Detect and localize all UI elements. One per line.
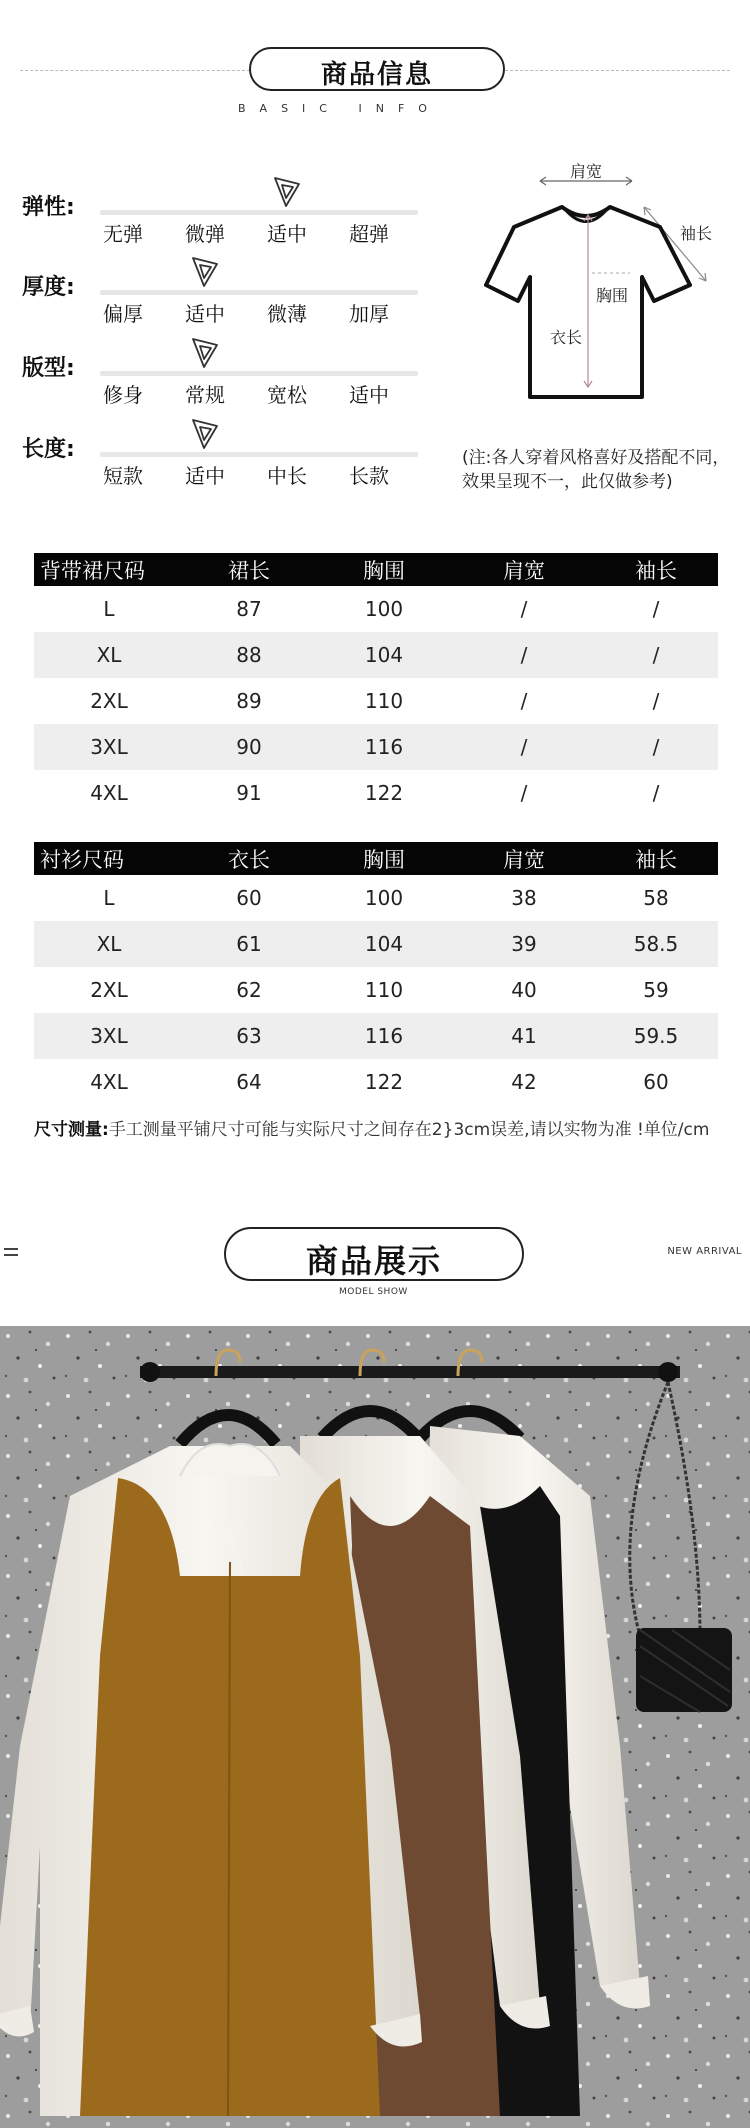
table-cell: 2XL — [90, 978, 128, 1002]
table-cell: / — [652, 781, 660, 805]
diagram-label-length: 衣长 — [550, 328, 583, 347]
attr-option: 适中 — [185, 464, 225, 488]
table-cell: / — [652, 689, 660, 713]
diagram-label-shoulder: 肩宽 — [570, 162, 603, 181]
attr-bar — [100, 290, 418, 295]
table-cell: 63 — [184, 1013, 314, 1059]
table-row — [34, 632, 718, 678]
table-cell: 58 — [643, 886, 669, 910]
table-cell: 110 — [364, 689, 404, 713]
attr-option: 适中 — [267, 222, 307, 246]
table-header-cell: 裙长 — [184, 553, 314, 586]
table-cell: L — [103, 597, 115, 621]
attr-option: 长款 — [349, 464, 389, 488]
pointer-arrow-icon — [191, 418, 219, 450]
table-row — [34, 770, 718, 816]
table-cell: 58.5 — [594, 921, 718, 967]
attr-label: 弹性: — [22, 195, 75, 220]
attr-label: 长度: — [22, 437, 75, 462]
table-header-cell: 胸围 — [314, 842, 454, 875]
shirt-size-table — [34, 842, 718, 1105]
table-cell: 42 — [511, 1070, 537, 1094]
attr-option: 超弹 — [349, 222, 389, 246]
attr-label: 厚度: — [22, 275, 75, 300]
table-header-cell: 肩宽 — [454, 553, 594, 586]
table-cell: 39 — [454, 921, 594, 967]
table-header-cell: 背带裙尺码 — [34, 553, 184, 586]
table-cell: / — [594, 632, 718, 678]
table-cell: 41 — [454, 1013, 594, 1059]
table-cell: 116 — [314, 1013, 454, 1059]
attr-option: 宽松 — [267, 383, 307, 407]
measurement-note-prefix: 尺寸测量: — [34, 1120, 109, 1140]
table-cell: 61 — [184, 921, 314, 967]
table-cell: 3XL — [34, 1013, 184, 1059]
table-cell: 104 — [314, 632, 454, 678]
basic-info-subtitle: BASIC INFO — [238, 102, 441, 115]
new-arrival-label: NEW ARRIVAL — [667, 1246, 742, 1257]
table-header-cell: 袖长 — [594, 842, 718, 875]
attr-option: 微弹 — [185, 222, 225, 246]
table-cell: 90 — [184, 724, 314, 770]
table-cell: 40 — [511, 978, 537, 1002]
table-cell: 3XL — [34, 724, 184, 770]
model-show-title-pill — [224, 1227, 524, 1281]
table-cell: 59 — [643, 978, 669, 1002]
table-cell: / — [520, 781, 528, 805]
table-cell: 2XL — [90, 689, 128, 713]
table-cell: / — [652, 597, 660, 621]
table-cell: 91 — [236, 781, 262, 805]
fit-disclaimer-note: (注:各人穿着风格喜好及搭配不同，效果呈现不一，此仅做参考) — [462, 448, 730, 492]
table-cell: 60 — [643, 1070, 669, 1094]
table-cell: 116 — [314, 724, 454, 770]
table-header-cell: 肩宽 — [454, 842, 594, 875]
attr-row-elasticity — [22, 172, 402, 246]
attr-label: 版型: — [22, 356, 75, 381]
diagram-label-chest: 胸围 — [596, 286, 629, 305]
table-header-cell: 衬衫尺码 — [34, 842, 184, 875]
header-rule-right — [505, 70, 730, 71]
tshirt-outline-icon — [484, 155, 734, 405]
table-cell: 89 — [236, 689, 262, 713]
table-row — [34, 586, 718, 632]
attr-option: 修身 — [103, 383, 143, 407]
table-row — [34, 875, 718, 921]
attr-option: 无弹 — [103, 222, 143, 246]
diagram-label-sleeve: 袖长 — [680, 224, 713, 243]
attr-option: 适中 — [185, 302, 225, 326]
table-cell: 64 — [236, 1070, 262, 1094]
attr-row-thickness — [22, 252, 402, 326]
attr-row-length — [22, 414, 402, 488]
table-cell: / — [454, 632, 594, 678]
pointer-arrow-icon — [191, 256, 219, 288]
attr-bar — [100, 452, 418, 457]
basic-info-title-pill — [249, 47, 505, 91]
table-cell: 4XL — [90, 781, 128, 805]
table-cell: 100 — [364, 886, 404, 910]
attr-option: 适中 — [349, 383, 389, 407]
table-cell: 62 — [236, 978, 262, 1002]
product-photo — [0, 1326, 750, 2128]
table-cell: 110 — [364, 978, 404, 1002]
table-header-row — [34, 842, 718, 875]
table-row — [34, 1059, 718, 1105]
attr-option: 微薄 — [267, 302, 307, 326]
basic-info-title: 商品信息 — [320, 60, 433, 90]
table-cell: 87 — [236, 597, 262, 621]
table-header-row — [34, 553, 718, 586]
table-row — [34, 678, 718, 724]
attr-option: 偏厚 — [103, 302, 143, 326]
table-cell: / — [520, 597, 528, 621]
table-cell: 122 — [364, 781, 404, 805]
table-header-cell: 胸围 — [314, 553, 454, 586]
product-photo-illustration — [0, 1326, 750, 2128]
measurement-note — [34, 1115, 709, 1140]
table-cell: / — [454, 724, 594, 770]
table-row — [34, 1013, 718, 1059]
table-row — [34, 967, 718, 1013]
model-show-title: 商品展示 — [305, 1242, 442, 1280]
model-show-subtitle: MODEL SHOW — [339, 1287, 408, 1297]
table-cell: XL — [34, 921, 184, 967]
attr-option: 中长 — [267, 464, 307, 488]
header-rule-left — [20, 70, 250, 71]
table-cell: 60 — [236, 886, 262, 910]
table-header-cell: 衣长 — [184, 842, 314, 875]
table-cell: 59.5 — [594, 1013, 718, 1059]
table-cell: 122 — [364, 1070, 404, 1094]
table-cell: 104 — [314, 921, 454, 967]
table-cell: / — [520, 689, 528, 713]
attr-option: 加厚 — [349, 302, 389, 326]
table-cell: 100 — [364, 597, 404, 621]
attr-bar — [100, 371, 418, 376]
table-cell: 4XL — [90, 1070, 128, 1094]
attr-bar — [100, 210, 418, 215]
attr-option: 短款 — [103, 464, 143, 488]
attr-option: 常规 — [185, 383, 225, 407]
table-header-cell: 袖长 — [594, 553, 718, 586]
table-cell: 88 — [184, 632, 314, 678]
table-cell: XL — [34, 632, 184, 678]
dress-size-table — [34, 553, 718, 816]
pointer-arrow-icon — [191, 337, 219, 369]
measurement-note-text: 手工测量平铺尺寸可能与实际尺寸之间存在2}3cm误差,请以实物为准 !单位/cm — [108, 1120, 710, 1140]
attr-row-fit — [22, 333, 402, 407]
table-cell: 38 — [511, 886, 537, 910]
pointer-arrow-icon — [273, 176, 301, 208]
size-diagram — [484, 155, 734, 405]
table-cell: / — [594, 724, 718, 770]
table-row — [34, 724, 718, 770]
table-row — [34, 921, 718, 967]
double-dash-mark — [4, 1248, 18, 1256]
table-cell: L — [103, 886, 115, 910]
